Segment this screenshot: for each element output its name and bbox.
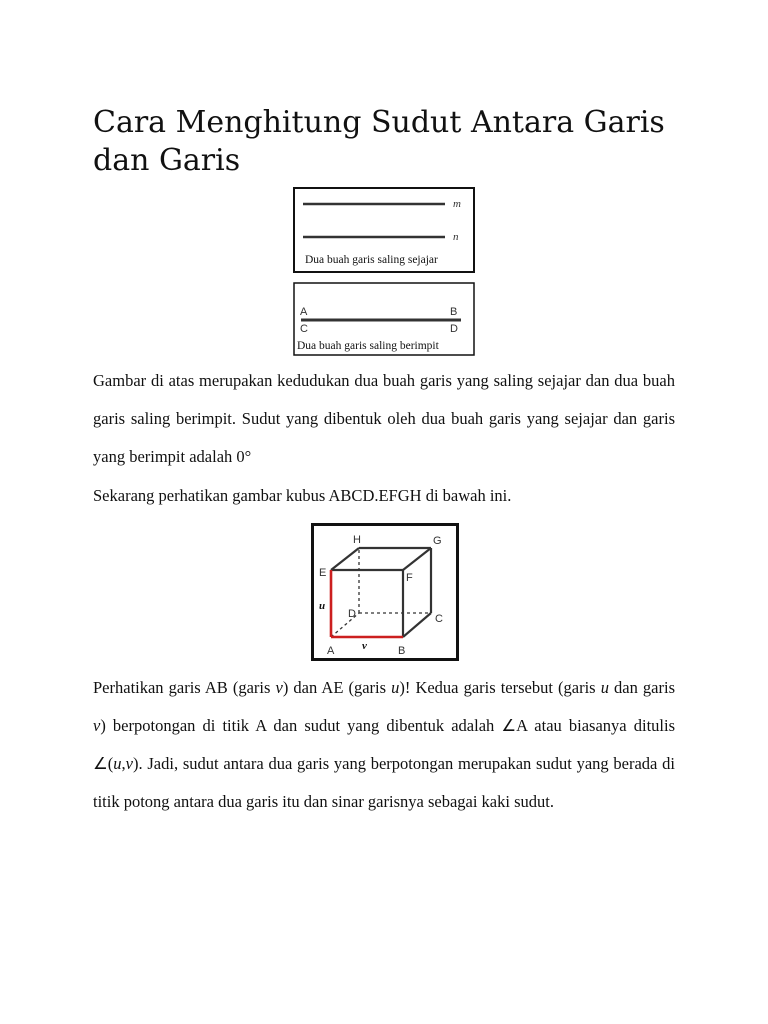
label-v: v [362,640,367,652]
vertex-e: E [319,567,327,579]
paragraph-3-text: Perhatikan garis AB (garis [93,678,276,697]
paragraph-1: Gambar di atas merupakan kedudukan dua buah garis yang saling sejajar dan dua buah garis saling berimpit. Sudut yang dibentuk oleh dua buah garis yang sejajar dan garis yang berimpit adalah 0° [93,371,675,466]
var-u: u [391,678,400,697]
var-v: v [93,716,101,735]
vertex-d: D [348,608,356,620]
paragraph-3-text: ) berpotongan di titik A dan sudut yang dibentuk adalah ∠A atau biasanya ditulis ∠( [93,716,675,773]
paragraph-3 [93,669,675,821]
var-u: u [600,678,609,697]
vertex-g: G [433,535,442,547]
page-title: Cara Menghitung Sudut Antara Garis dan Garis [93,105,665,178]
var-v: v [125,754,133,773]
coincident-lines-figure [293,282,475,356]
figure2-caption: Dua buah garis saling berimpit [297,340,439,352]
var-v: v [275,678,283,697]
paragraph-3-text: ) dan AE (garis [282,678,392,697]
vertex-a: A [327,645,335,657]
label-m: m [453,198,461,210]
paragraph-3-text: )! Kedua garis tersebut (garis [399,678,601,697]
label-c: C [300,323,308,335]
vertex-b: B [398,645,406,657]
cube-figure [311,523,459,661]
var-u: u [113,754,122,773]
paragraph-2: Sekarang perhatikan gambar kubus ABCD.EFGH di bawah ini. [93,486,512,505]
figure1-caption: Dua buah garis saling sejajar [305,254,438,266]
label-u: u [319,600,326,612]
vertex-c: C [435,613,443,625]
label-d: D [450,323,458,335]
label-a: A [300,306,308,318]
vertex-h: H [353,534,361,546]
label-n: n [453,231,459,243]
parallel-lines-figure [293,187,475,273]
paragraph-3-text: dan garis [608,678,675,697]
paragraph-3-text: ). Jadi, sudut antara dua garis yang berpotongan merupakan sudut yang berada di titik potong antara dua garis itu dan sinar garisnya sebagai kaki sudut. [93,754,675,811]
paragraph-3-text: , [121,754,126,773]
vertex-f: F [406,572,413,584]
label-b: B [450,306,458,318]
